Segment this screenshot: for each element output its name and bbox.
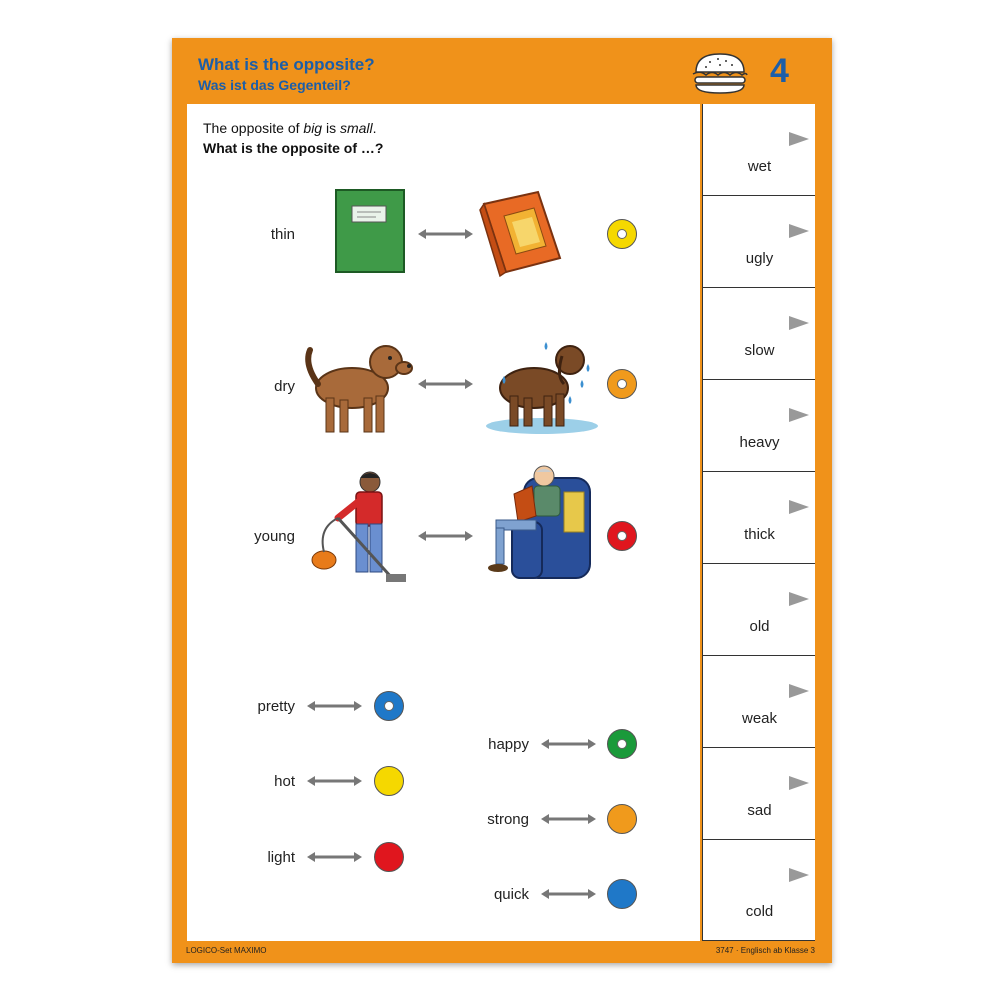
- answer-tile[interactable]: sad: [702, 748, 815, 840]
- word-quick: quick: [493, 886, 529, 903]
- double-arrow-icon: [307, 774, 362, 788]
- answer-dot-light[interactable]: [374, 842, 404, 872]
- word-happy: happy: [488, 736, 529, 753]
- answer-tile[interactable]: weak: [702, 656, 815, 748]
- intro-example: The opposite of big is small.: [203, 120, 377, 136]
- triangle-marker-icon: [789, 684, 809, 698]
- triangle-marker-icon: [789, 868, 809, 882]
- double-arrow-icon: [541, 887, 596, 901]
- title-german: Was ist das Gegenteil?: [198, 77, 351, 93]
- answer-dot-hot[interactable]: [374, 766, 404, 796]
- double-arrow-icon: [418, 529, 473, 543]
- title-english: What is the opposite?: [198, 55, 375, 74]
- triangle-marker-icon: [789, 316, 809, 330]
- dry-dog-illustration: [300, 334, 416, 438]
- burger-icon: [690, 50, 750, 96]
- thin-book-illustration: [332, 186, 408, 276]
- thick-book-illustration: [478, 186, 566, 280]
- triangle-marker-icon: [789, 776, 809, 790]
- answer-tile[interactable]: thick: [702, 472, 815, 564]
- answer-tiles-column: [702, 104, 815, 941]
- word-strong: strong: [487, 811, 529, 828]
- answer-tile[interactable]: old: [702, 564, 815, 656]
- wet-dog-illustration: [484, 336, 600, 436]
- word-hot: hot: [274, 773, 295, 790]
- answer-ring-dry[interactable]: [607, 369, 637, 399]
- word-dry: dry: [274, 378, 295, 395]
- triangle-marker-icon: [789, 500, 809, 514]
- triangle-marker-icon: [789, 224, 809, 238]
- word-pretty: pretty: [257, 698, 295, 715]
- triangle-marker-icon: [789, 592, 809, 606]
- double-arrow-icon: [541, 737, 596, 751]
- intro-question: What is the opposite of …?: [203, 140, 384, 156]
- answer-dot-strong[interactable]: [607, 804, 637, 834]
- triangle-marker-icon: [789, 132, 809, 146]
- triangle-marker-icon: [789, 408, 809, 422]
- answer-ring-thin[interactable]: [607, 219, 637, 249]
- answer-ring-pretty[interactable]: [374, 691, 404, 721]
- double-arrow-icon: [418, 377, 473, 391]
- double-arrow-icon: [307, 850, 362, 864]
- young-boy-vacuuming-illustration: [308, 468, 408, 586]
- answer-tile[interactable]: heavy: [702, 380, 815, 472]
- double-arrow-icon: [541, 812, 596, 826]
- page-number: 4: [770, 52, 789, 90]
- answer-dot-quick[interactable]: [607, 879, 637, 909]
- double-arrow-icon: [307, 699, 362, 713]
- old-man-reading-illustration: [484, 462, 600, 582]
- footer-set-name: LOGICO-Set MAXIMO: [186, 946, 267, 955]
- answer-tile[interactable]: cold: [702, 840, 815, 941]
- answer-tile[interactable]: ugly: [702, 196, 815, 288]
- answer-tile[interactable]: wet: [702, 104, 815, 196]
- answer-ring-young[interactable]: [607, 521, 637, 551]
- answer-ring-happy[interactable]: [607, 729, 637, 759]
- footer-product-info: 3747 · Englisch ab Klasse 3: [715, 946, 815, 955]
- word-thin: thin: [270, 226, 295, 243]
- answer-tile[interactable]: slow: [702, 288, 815, 380]
- word-light: light: [267, 849, 295, 866]
- double-arrow-icon: [418, 227, 473, 241]
- word-young: young: [254, 528, 295, 545]
